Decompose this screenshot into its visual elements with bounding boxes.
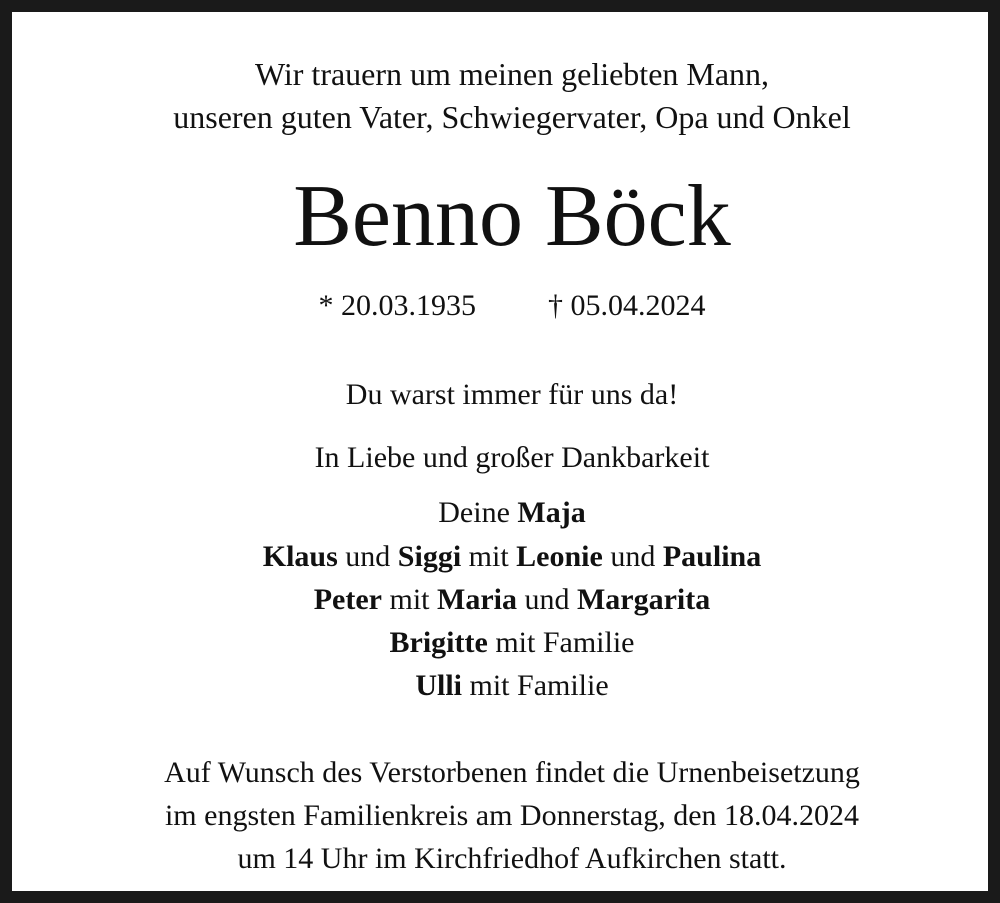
family-line-3 bbox=[12, 582, 1000, 618]
family-conjunction: und bbox=[345, 540, 391, 573]
family-conjunction: mit bbox=[389, 583, 430, 616]
family-suffix: mit Familie bbox=[495, 626, 635, 659]
closing-phrase: In Liebe und großer Dankbarkeit bbox=[314, 441, 710, 474]
intro-line-2: unseren guten Vater, Schwiegervater, Opa und Onkel bbox=[173, 99, 851, 135]
life-dates bbox=[12, 288, 1000, 324]
family-line-4 bbox=[12, 625, 1000, 661]
family-suffix: mit Familie bbox=[469, 669, 609, 702]
family-conjunction: und bbox=[524, 583, 570, 616]
funeral-notice-line-3: um 14 Uhr im Kirchfriedhof Aufkirchen statt. bbox=[237, 842, 787, 875]
motto: Du warst immer für uns da! bbox=[345, 378, 679, 411]
birth-date: * 20.03.1935 bbox=[318, 289, 476, 322]
family-name-peter: Peter bbox=[313, 583, 382, 616]
family-name-maja: Maja bbox=[517, 496, 586, 529]
family-name-klaus: Klaus bbox=[262, 540, 338, 573]
family-line-2 bbox=[12, 539, 1000, 575]
family-line-1 bbox=[12, 495, 1000, 531]
family-name-ulli: Ulli bbox=[415, 669, 462, 702]
family-name-paulina: Paulina bbox=[662, 540, 762, 573]
family-name-leonie: Leonie bbox=[516, 540, 603, 573]
family-name-margarita: Margarita bbox=[576, 583, 711, 616]
family-name-brigitte: Brigitte bbox=[389, 626, 488, 659]
family-conjunction: mit bbox=[468, 540, 509, 573]
funeral-notice-line-1: Auf Wunsch des Verstorbenen findet die Urnenbeisetzung bbox=[164, 756, 860, 789]
deceased-name: Benno Böck bbox=[293, 168, 731, 265]
family-line-5 bbox=[12, 668, 1000, 704]
family-prefix: Deine bbox=[438, 496, 510, 529]
family-conjunction: und bbox=[610, 540, 656, 573]
death-date: † 05.04.2024 bbox=[548, 289, 706, 322]
intro-line-1: Wir trauern um meinen geliebten Mann, bbox=[254, 56, 770, 92]
family-name-maria: Maria bbox=[437, 583, 517, 616]
funeral-notice-line-2: im engsten Familienkreis am Donnerstag, den 18.04.2024 bbox=[164, 799, 860, 832]
family-name-siggi: Siggi bbox=[397, 540, 462, 573]
